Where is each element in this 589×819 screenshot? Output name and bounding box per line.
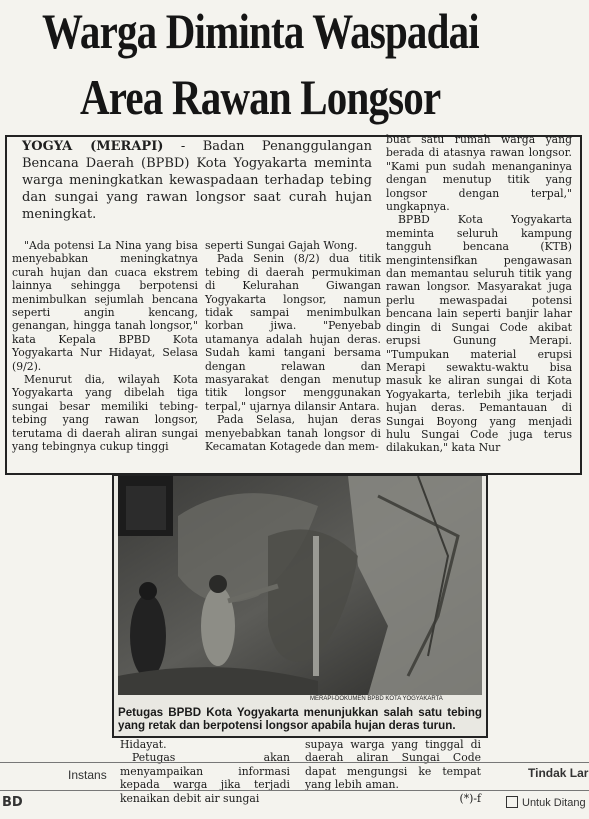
form-divider xyxy=(0,762,589,763)
article-column-5 xyxy=(305,738,481,805)
paragraph: supaya warga yang tinggal di daerah aliran Sungai Code dapat mengungsi ke tempat yang lebih aman. xyxy=(305,738,481,792)
author-sign: (*)-f xyxy=(459,791,481,805)
paragraph: Pada Selasa, hujan deras menyebabkan tanah longsor di Kecamatan Kotagede dan mem- xyxy=(205,413,381,454)
paragraph: BPBD Kota Yogyakarta meminta seluruh kampung tangguh bencana (KTB) mengintensifkan pengawasan dan memantau seluruh titik yang rawan longsor. Masyarakat juga perlu mewaspadai potensi bencana lain seperti banjir lahar dingin di Sungai Code akibat erupsi Gunung Merapi. "Tumpukan material erupsi Merapi sewaktu-waktu bisa masuk ke aliran sungai di Kota Yogyakarta, terlebih jika terjadi hujan deras. Pemantauan di Sungai Boyong yang menjadi hulu Sungai Code juga terus dilakukan," kata Nur xyxy=(386,213,572,455)
lead-text: - Badan Penanggulangan Bencana Daerah (BPBD) Kota Yogyakarta meminta warga meningkatkan kewaspadaan terhadap tebing dan sungai yang rawan longsor saat curah hujan meningkat. xyxy=(22,139,372,222)
dateline: YOGYA (MERAPI) xyxy=(22,139,164,154)
handwritten-mark: BD xyxy=(2,795,23,810)
form-instans-label: Instans xyxy=(68,768,107,782)
photo-credit: MERAPI-DOKUMEN BPBD KOTA YOGYAKARTA xyxy=(310,696,443,702)
article-column-1 xyxy=(12,239,198,454)
paragraph: "Ada potensi La Nina yang bisa menyebabkan meningkatnya curah hujan dan cuaca ekstrem lainnya sehingga berpotensi menimbulkan sejumlah bencana seperti angin kencang, genangan, hingga tanah longsor," kata Kepala BPBD Kota Yogyakarta Nur Hidayat, Selasa (9/2). xyxy=(12,239,198,373)
paragraph: Menurut dia, wilayah Kota Yogyakarta yang dibelah tiga sungai besar memiliki tebing-tebing yang rawan longsor, terutama di daerah aliran sungai yang tebingnya cukup tinggi xyxy=(12,373,198,454)
article-column-4 xyxy=(120,738,290,805)
lead-paragraph xyxy=(22,138,372,223)
paragraph: Hidayat. xyxy=(120,738,167,751)
paragraph: seperti Sungai Gajah Wong. xyxy=(205,239,358,252)
form-untuk-label: Untuk Ditang xyxy=(522,797,586,809)
paragraph: buat satu rumah warga yang berada di atasnya rawan longsor. "Kami pun sudah menanganinya dengan menutup titik yang longsor dengan terpal," ungkapnya. xyxy=(386,133,572,214)
form-tindak-label: Tindak Lar xyxy=(528,766,589,780)
article-column-2 xyxy=(205,239,381,454)
photo-caption: Petugas BPBD Kota Yogyakarta menunjukkan salah satu tebing yang retak dan berpotensi longsor apabila hujan deras turun. xyxy=(118,706,482,733)
headline-line-2: Area Rawan Longsor xyxy=(80,69,441,125)
untuk-checkbox[interactable] xyxy=(506,796,518,808)
paragraph: Petugas akan menyampaikan informasi kepada warga jika terjadi kenaikan debit air sungai xyxy=(120,751,290,805)
paragraph: Pada Senin (8/2) dua titik tebing di daerah permukiman di Kelurahan Giwangan Yogyakarta longsor, namun tidak sampai menimbulkan korban jiwa. "Penyebab utamanya adalah hujan deras. Sudah kami tangani bersama dengan relawan dan masyarakat dengan menutup titik longsor menggunakan terpal," ujarnya dilansir Antara. xyxy=(205,252,381,413)
form-divider xyxy=(0,790,589,791)
news-photo xyxy=(118,476,482,695)
article-column-3 xyxy=(386,133,572,455)
headline-line-1: Warga Diminta Waspadai xyxy=(42,3,479,59)
